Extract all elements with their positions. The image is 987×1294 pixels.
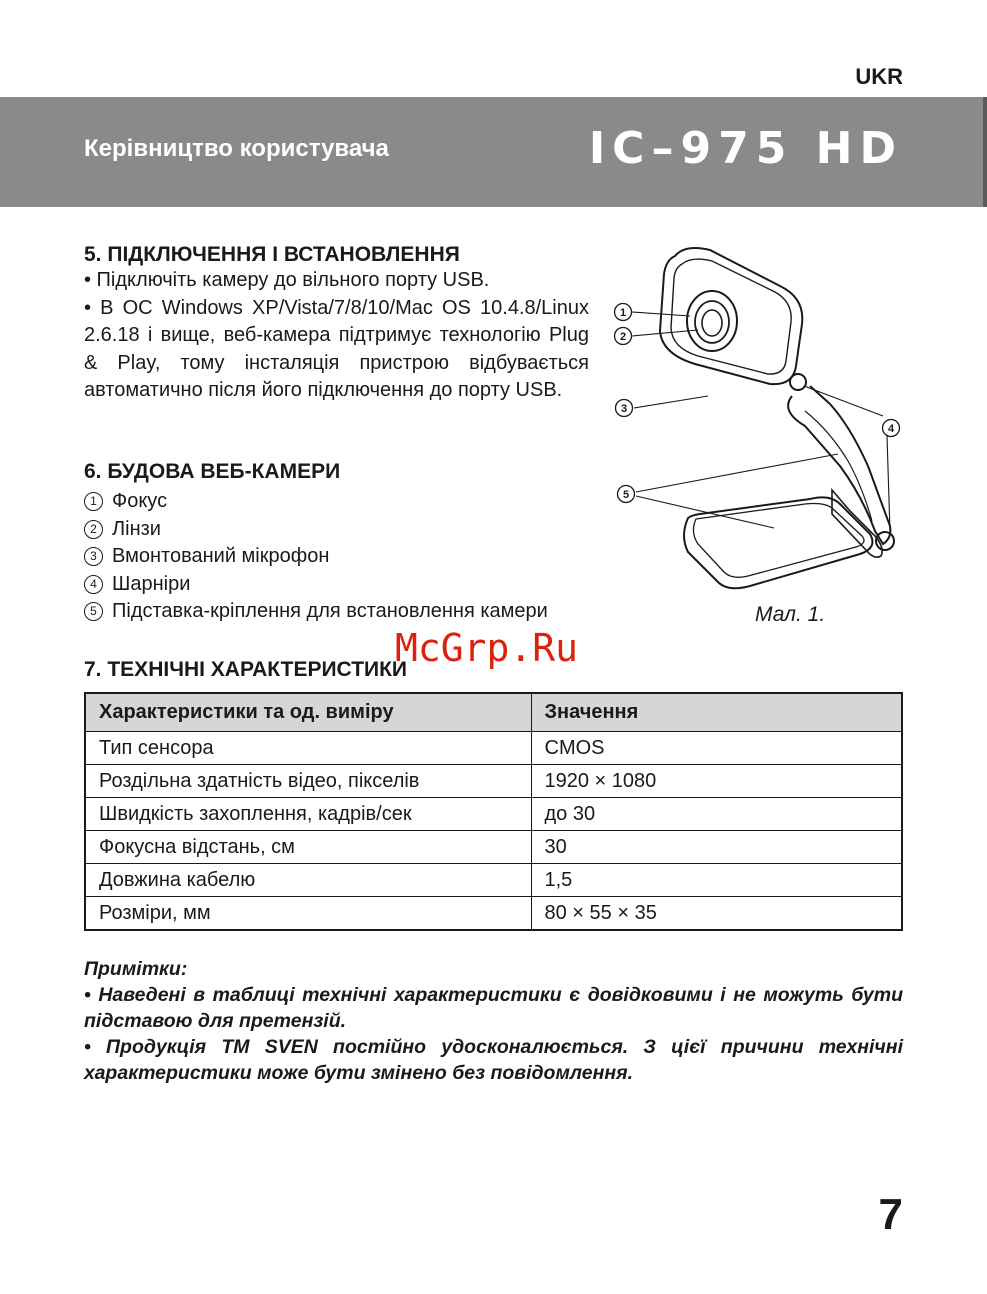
part-item: [84, 488, 684, 516]
page-number: 7: [878, 1190, 903, 1239]
table-row: [85, 732, 902, 765]
table-row: [85, 864, 902, 897]
section-6-title: 6. БУДОВА ВЕБ-КАМЕРИ: [84, 460, 341, 483]
part-label: Лінзи: [112, 517, 161, 540]
section-5-title: 5. ПІДКЛЮЧЕННЯ І ВСТАНОВЛЕННЯ: [84, 243, 460, 266]
camera-bezel: [671, 259, 791, 374]
callout-label: 4: [887, 423, 895, 435]
stand-base-top: [693, 504, 864, 578]
note-item: • Продукція TM SVEN постійно удосконалюється. З цієї причини технічні характеристики може бути змінено без повідомлення.: [84, 1036, 903, 1084]
part-item: [84, 571, 684, 599]
table-cell: 30: [531, 831, 902, 864]
table-cell: до 30: [531, 798, 902, 831]
stand-arm-inner: [805, 411, 872, 521]
header-banner: [0, 97, 987, 207]
table-cell: Тип сенсора: [85, 732, 531, 765]
table-cell: 1920 × 1080: [531, 765, 902, 798]
watermark: McGrp.Ru: [395, 626, 579, 670]
webcam-illustration: [600, 236, 920, 616]
callout-label: 3: [620, 403, 628, 415]
part-number-badge: 2: [84, 520, 103, 539]
table-cell: Довжина кабелю: [85, 864, 531, 897]
stand-base: [684, 497, 872, 588]
callout-label: 1: [619, 307, 627, 319]
model-name: IC–975 HD: [588, 123, 903, 174]
section-structure: [84, 460, 684, 626]
part-item: [84, 543, 684, 571]
banner-edge: [983, 97, 987, 207]
part-number-badge: 1: [84, 492, 103, 511]
hinge-top: [790, 374, 806, 390]
table-cell: Розміри, мм: [85, 897, 531, 931]
part-number-badge: 4: [84, 575, 103, 594]
section-7-title: 7. ТЕХНІЧНІ ХАРАКТЕРИСТИКИ: [84, 658, 408, 681]
section-5-line-1: • Підключіть камеру до вільного порту USB.: [84, 269, 490, 291]
notes-title: Примітки:: [84, 958, 188, 980]
part-number-badge: 3: [84, 547, 103, 566]
specifications-table: [84, 692, 903, 931]
callout-label: 5: [622, 489, 630, 501]
table-header-cell: Значення: [531, 693, 902, 732]
table-header-cell: Характеристики та од. виміру: [85, 693, 531, 732]
part-item: [84, 516, 684, 544]
table-row: [85, 831, 902, 864]
camera-head: [660, 248, 802, 384]
part-number-badge: 5: [84, 602, 103, 621]
language-label: UKR: [855, 64, 903, 89]
lens-glass: [702, 310, 722, 336]
notes-block: [84, 956, 903, 1086]
parts-list: [84, 488, 684, 626]
stand-arm: [788, 386, 890, 544]
table-cell: Роздільна здатність відео, пікселів: [85, 765, 531, 798]
part-label: Підставка-кріплення для встановлення камери: [112, 600, 548, 622]
figure-caption: Мал. 1.: [755, 603, 826, 626]
table-row: [85, 798, 902, 831]
part-label: Вмонтований мікрофон: [112, 545, 330, 567]
table-cell: 80 × 55 × 35: [531, 897, 902, 931]
manual-subtitle: Керівництво користувача: [84, 135, 389, 162]
table-cell: 1,5: [531, 864, 902, 897]
part-item: [84, 598, 684, 626]
note-item: • Наведені в таблиці технічні характеристики є довідковими і не можуть бути підставою для претензій.: [84, 984, 903, 1032]
section-5-line-2: • В ОС Windows XP/Vista/7/8/10/Mac OS 10.4.8/Linux 2.6.18 і вище, веб-камера підтримує технологію Plug & Play, тому інсталяція пристрою відбувається автоматично після його підключення до порту USB.: [84, 296, 589, 401]
table-row: [85, 897, 902, 931]
table-cell: Швидкість захоплення, кадрів/сек: [85, 798, 531, 831]
table-cell: CMOS: [531, 732, 902, 765]
part-label: Фокус: [112, 490, 168, 512]
part-label: Шарніри: [112, 572, 191, 595]
table-row: [85, 765, 902, 798]
table-cell: Фокусна відстань, см: [85, 831, 531, 864]
table-header-row: [85, 693, 902, 732]
callout-label: 2: [619, 331, 627, 343]
section-connection: [84, 243, 589, 405]
